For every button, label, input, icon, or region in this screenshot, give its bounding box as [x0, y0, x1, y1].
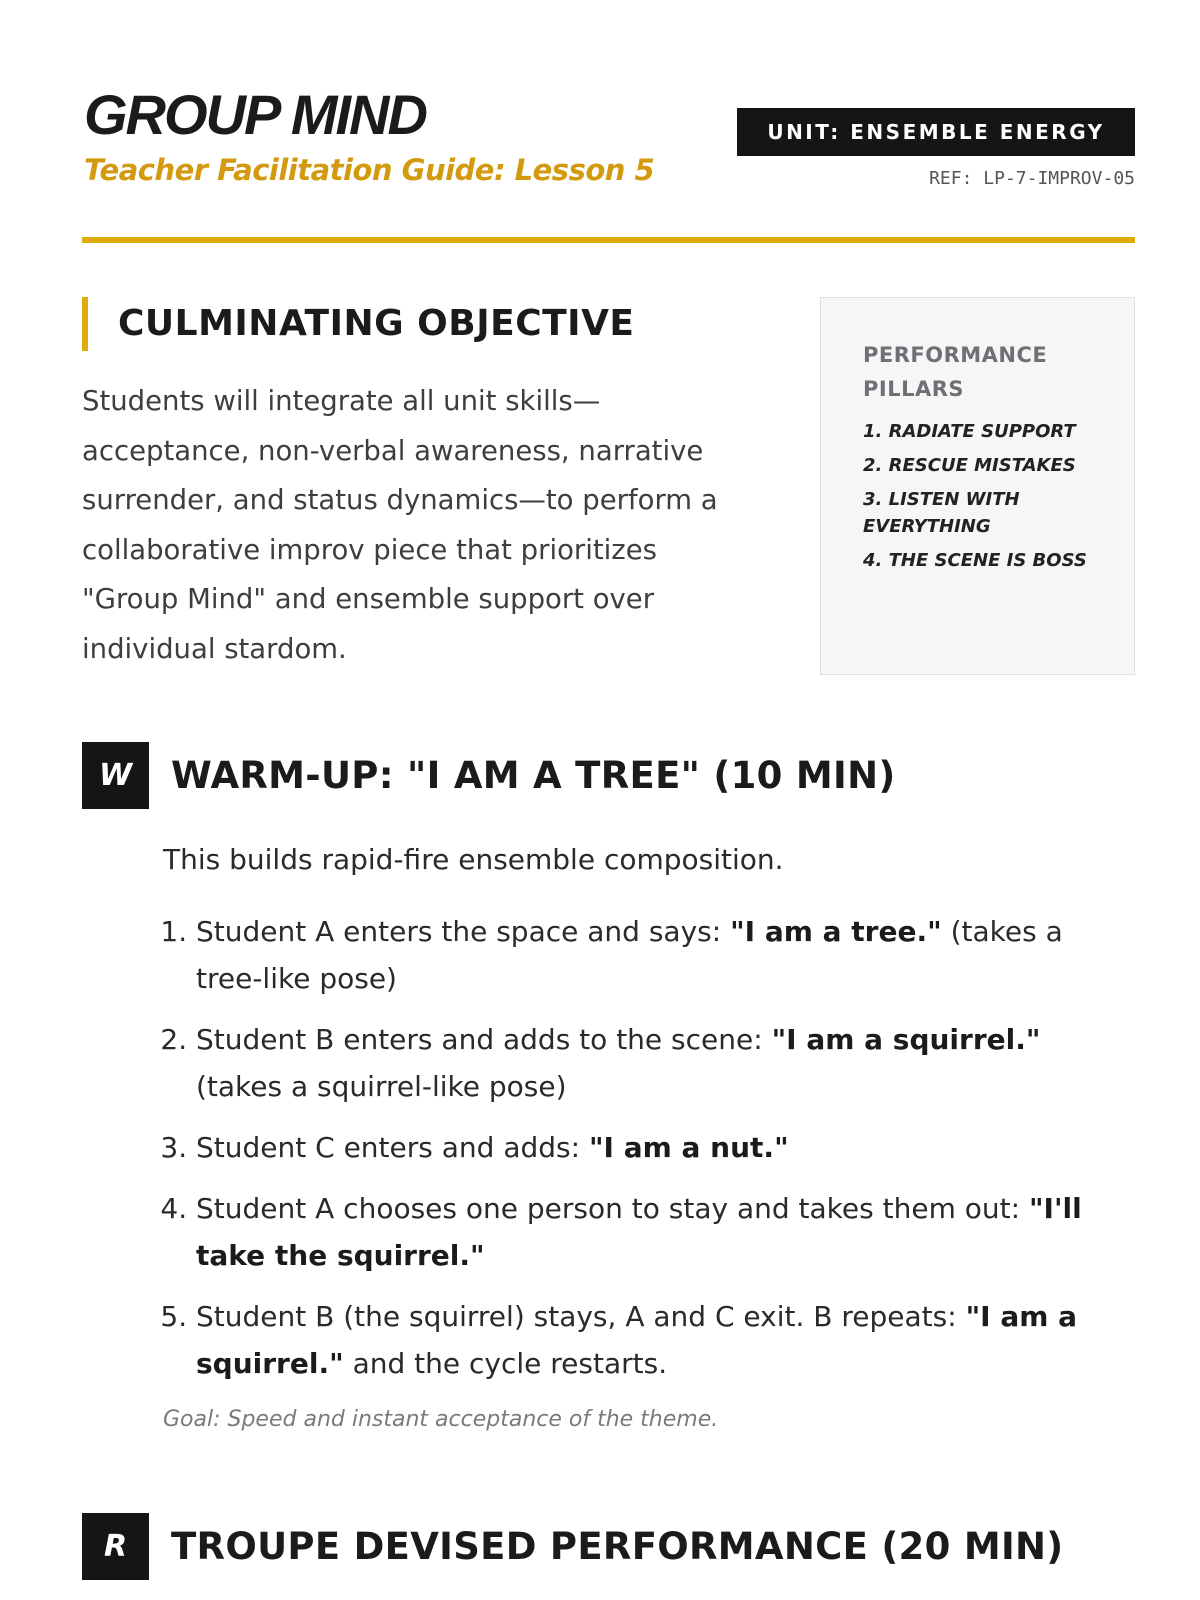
step-text: (takes a squirrel-like pose) [196, 1070, 567, 1103]
lesson-page [82, 0, 1135, 1568]
step-text: Student C enters and adds: [196, 1131, 589, 1164]
performance-title: TROUPE DEVISED PERFORMANCE (20 MIN) [171, 1525, 1064, 1568]
step-item [196, 908, 1123, 1002]
step-item [196, 1016, 1123, 1110]
step-quote: "I am a tree." [730, 915, 942, 948]
pillar-item: 3. LISTEN WITH EVERYTHING [863, 489, 1020, 537]
pillars-list [863, 418, 1114, 574]
step-text: Student A enters the space and says: [196, 915, 731, 948]
step-item [196, 1185, 1123, 1279]
warmup-heading [82, 742, 896, 809]
objective-heading: CULMINATING OBJECTIVE [82, 297, 752, 351]
header-divider [82, 237, 1135, 243]
performance-pillars-box [820, 297, 1135, 675]
pillar-item: 4. THE SCENE IS BOSS [863, 550, 1087, 571]
performance-letter-icon: R [82, 1513, 149, 1580]
warmup-letter-icon: W [82, 742, 149, 809]
pillar-item: 2. RESCUE MISTAKES [863, 455, 1076, 476]
page-title: GROUP MIND [84, 83, 426, 146]
step-text: Student B (the squirrel) stays, A and C exit. B repeats: [196, 1300, 966, 1333]
objective-section [82, 297, 752, 674]
reference-code: REF: LP-7-IMPROV-05 [929, 168, 1135, 189]
step-text: and the cycle restarts. [343, 1347, 668, 1380]
pillars-title: PERFORMANCE PILLARS [863, 343, 1048, 401]
step-item [196, 1293, 1123, 1387]
warmup-intro: This builds rapid-fire ensemble composition. [163, 843, 784, 876]
step-item [196, 1124, 1123, 1171]
page-subtitle: Teacher Facilitation Guide: Lesson 5 [84, 153, 655, 187]
warmup-steps [163, 908, 1123, 1387]
step-quote: "I'll take the squirrel." [196, 1192, 1082, 1272]
step-quote: "I am a squirrel." [196, 1300, 1078, 1380]
header [82, 0, 1135, 245]
step-quote: "I am a squirrel." [771, 1023, 1041, 1056]
warmup-body [163, 840, 1123, 1432]
objective-text: Students will integrate all unit skills—acceptance, non-verbal awareness, narrative surrender, and status dynamics—to perform a collaborative improv piece that prioritizes "Group Mind" and ensemble support over individual stardom. [82, 385, 718, 665]
step-text: (takes a tree-like pose) [196, 915, 1063, 995]
step-text: Student A chooses one person to stay and takes them out: [196, 1192, 1029, 1225]
step-quote: "I am a nut." [588, 1131, 789, 1164]
pillar-item: 1. RADIATE SUPPORT [863, 421, 1076, 442]
warmup-goal: Goal: Speed and instant acceptance of the theme. [163, 1407, 719, 1432]
warmup-title: WARM-UP: "I AM A TREE" (10 MIN) [171, 754, 896, 797]
step-text: Student B enters and adds to the scene: [196, 1023, 772, 1056]
unit-badge: UNIT: ENSEMBLE ENERGY [737, 108, 1135, 156]
performance-heading [82, 1513, 1063, 1580]
